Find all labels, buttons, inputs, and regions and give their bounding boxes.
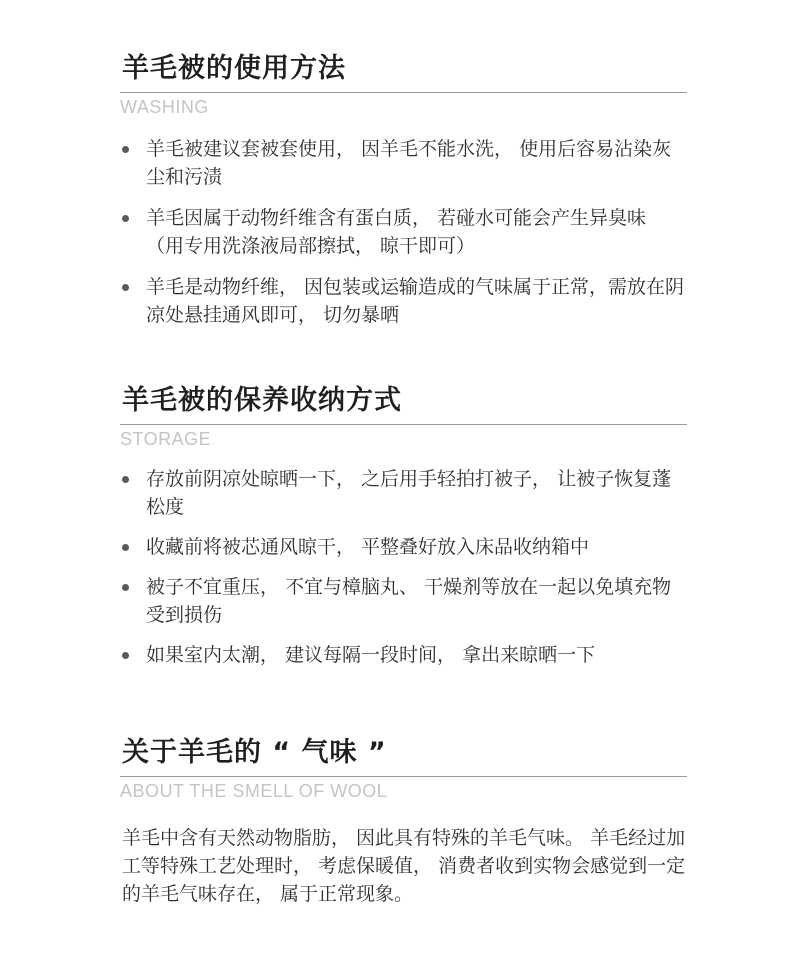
storage-subtitle: STORAGE: [120, 429, 212, 449]
bullet-icon: [122, 146, 129, 153]
storage-title: 羊毛被的保养收纳方式: [122, 385, 402, 416]
list-item: [120, 573, 687, 629]
smell-divider: [120, 776, 687, 777]
list-item-text: 如果室内太潮， 建议每隔一段时间， 拿出来晾晒一下: [146, 644, 596, 666]
smell-subtitle: ABOUT THE SMELL OF WOOL: [120, 781, 388, 801]
storage-list: [120, 465, 687, 669]
list-item: [120, 533, 687, 561]
smell-paragraph: 羊毛中含有天然动物脂肪， 因此具有特殊的羊毛气味。 羊毛经过加工等特殊工艺处理时， 考虑保暖值， 消费者收到实物会感觉到一定的羊毛气味存在， 属于正常现象。: [122, 827, 686, 905]
bullet-icon: [122, 584, 129, 591]
storage-divider: [120, 424, 687, 425]
storage-section: [120, 384, 687, 669]
washing-list: [120, 135, 687, 329]
washing-subtitle: WASHING: [120, 97, 209, 117]
bullet-icon: [122, 652, 129, 659]
washing-title: 羊毛被的使用方法: [122, 53, 346, 84]
list-item-text: 存放前阴凉处晾晒一下， 之后用手轻拍打被子， 让被子恢复蓬松度: [146, 468, 672, 518]
list-item: [120, 135, 687, 191]
washing-divider: [120, 92, 687, 93]
list-item: [120, 641, 687, 669]
list-item-text: 收藏前将被芯通风晾干， 平整叠好放入床品收纳箱中: [146, 536, 590, 558]
smell-title: 关于羊毛的 “ 气味 ”: [122, 737, 387, 768]
bullet-icon: [122, 476, 129, 483]
list-item-text: 羊毛被建议套被套使用， 因羊毛不能水洗， 使用后容易沾染灰尘和污渍: [146, 138, 672, 188]
bullet-icon: [122, 544, 129, 551]
washing-section: [120, 52, 687, 329]
bullet-icon: [122, 284, 129, 291]
list-item: [120, 273, 687, 329]
list-item-text: 羊毛因属于动物纤维含有蛋白质， 若碰水可能会产生异臭味 （用专用洗涤液局部擦拭， 晾干即可）: [146, 207, 647, 257]
smell-section: [120, 736, 687, 908]
list-item: [120, 465, 687, 521]
list-item-text: 被子不宜重压， 不宜与樟脑丸、 干燥剂等放在一起以免填充物受到损伤: [146, 576, 672, 626]
list-item: [120, 204, 687, 260]
list-item-text: 羊毛是动物纤维， 因包装或运输造成的气味属于正常，需放在阴凉处悬挂通风即可， 切勿暴晒: [146, 276, 685, 326]
bullet-icon: [122, 215, 129, 222]
